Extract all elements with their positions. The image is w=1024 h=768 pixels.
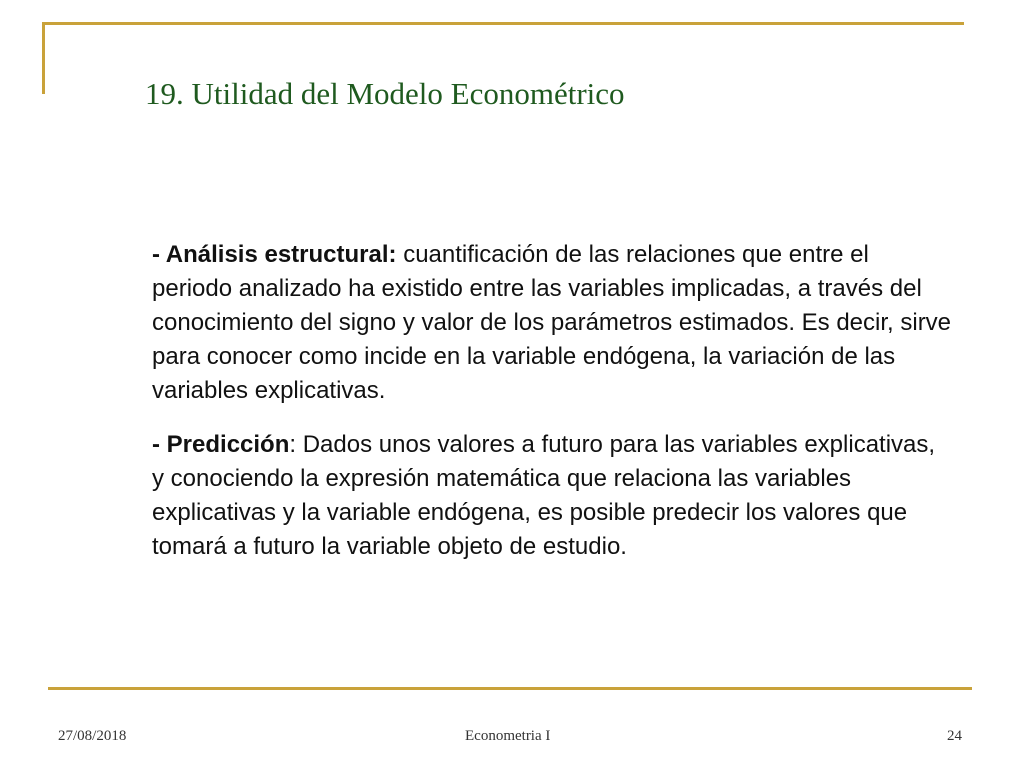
left-frame-line (42, 22, 45, 94)
slide-title: 19. Utilidad del Modelo Econométrico (145, 76, 625, 111)
footer-page-number: 24 (947, 728, 962, 744)
paragraph-lead: - (152, 241, 166, 268)
top-frame-line (42, 22, 964, 25)
paragraph-lead: - (152, 431, 167, 458)
paragraph-text: cuantificación de las relaciones que entre el periodo analizado ha existido entre las variables implicadas, a través del conocimiento del signo y valor de los parámetros estimados. Es decir, sirve para conocer como incide en la variable endógena, la variación de las variables explicativas. (152, 241, 952, 404)
term-analisis-estructural: Análisis estructural: (165, 241, 397, 268)
term-prediccion: Predicción (166, 431, 290, 458)
paragraph-text: : Dados unos valores a futuro para las variables explicativas, y conociendo la expresión matemática que relaciona las variables explicativas y la variable endógena, es posible predecir los valores que tomará a futuro la variable objeto de estudio. (152, 431, 936, 560)
footer-course-name: Econometria I (465, 728, 551, 744)
bottom-frame-line (48, 687, 972, 690)
slide-content (152, 238, 952, 564)
paragraph-prediccion (152, 428, 952, 564)
paragraph-analisis-estructural (152, 238, 952, 408)
footer-date: 27/08/2018 (58, 728, 127, 744)
